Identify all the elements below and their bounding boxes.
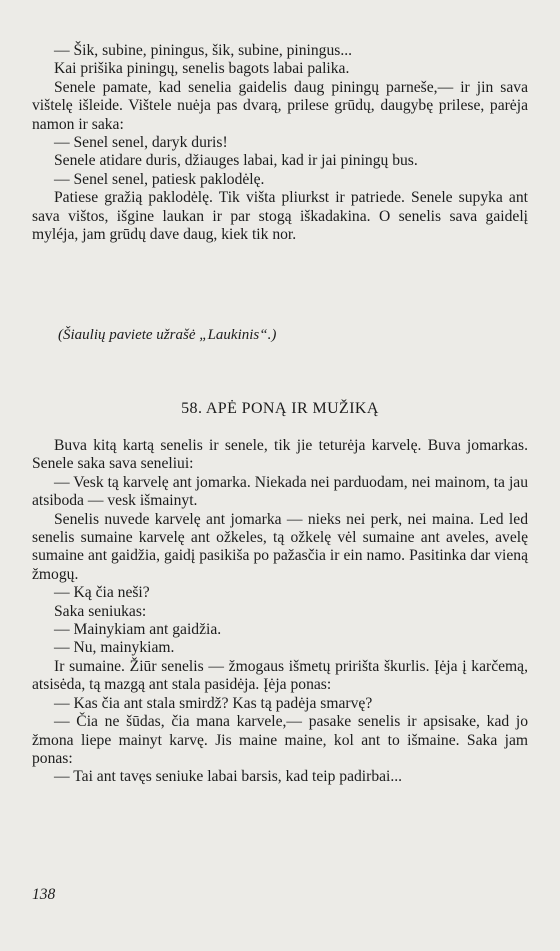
paragraph: Senelis nuvede karvelę ant jomarka — nieks nei perk, nei maina. Led led senelis sumaine karvelę ant ožkeles, tą ožkelę vėl sumaine ant aveles, avelę sumaine ant gaidžia, gaidį pasikiša po pažasčia ir ein namo. Pasitinka dar vieną žmogų. <box>32 510 528 583</box>
paragraph: Senele atidare duris, džiauges labai, kad ir jai piningų bus. <box>54 152 418 170</box>
paragraph: Buva kitą kartą senelis ir senele, tik jie teturėja karvelę. Buva jomarkas. Senele saka sava seneliui: <box>32 437 528 473</box>
paragraph: Kai prišika piningų, senelis bagots labai palika. <box>54 60 350 78</box>
paragraph: — Senel senel, patiesk paklodėlę. <box>54 170 265 188</box>
story-ending-text <box>32 42 528 244</box>
paragraph: Ir sumaine. Žiūr senelis — žmogaus išmetų pririšta škurlis. Įėja į karčemą, atsisėda, tą mazgą ant stala pasidėja. Įėja ponas: <box>32 657 528 694</box>
paragraph: Saka seniukas: <box>54 602 147 620</box>
paragraph: Patiese gražią paklodėlę. Tik višta pliurkst ir patriede. Senele supyka ant sava vištos, išgine laukan ir par stogą iškadakina. O senelis sava gaidelį myléja, jam grūdų dave daug, kiek tik nor. <box>32 189 528 244</box>
paragraph: — Nu, mainykiam. <box>54 639 175 657</box>
page-number: 138 <box>32 886 56 903</box>
paragraph: — Kas čia ant stala smirdž? Kas tą padėja smarvę? <box>54 694 373 712</box>
chapter-text <box>32 437 528 787</box>
paragraph: — Tai ant tavęs seniuke labai barsis, kad teip padirbai... <box>54 768 403 786</box>
paragraph: — Ką čia neši? <box>54 584 150 602</box>
paragraph: — Vesk tą karvelę ant jomarka. Niekada nei parduodam, nei mainom, ta jau atsiboda — vesk išmainyt. <box>32 473 528 510</box>
paragraph: — Čia ne šūdas, čia mana karvele,— pasake senelis ir apsisake, kad jo žmona liepe mainyt karvę. Jis maine maine, kol ant to išmaine. Saka jam ponas: <box>32 713 528 767</box>
paragraph: — Šik, subine, piningus, šik, subine, piningus... <box>54 42 353 59</box>
paragraph: — Mainykiam ant gaidžia. <box>54 621 222 639</box>
paragraph: — Senel senel, daryk duris! <box>54 134 228 152</box>
paragraph: Senele pamate, kad senelia gaidelis daug piningų parneše,— ir jin sava vištelę išleide. Vištele nuėja pas dvarą, prilese grūdų, daugybę prilese, parėja namon ir saka: <box>32 78 528 133</box>
source-note: (Šiaulių paviete užrašė „Laukinis“.) <box>58 327 277 343</box>
chapter-title: 58. APĖ PONĄ IR MUŽIKĄ <box>181 400 379 417</box>
